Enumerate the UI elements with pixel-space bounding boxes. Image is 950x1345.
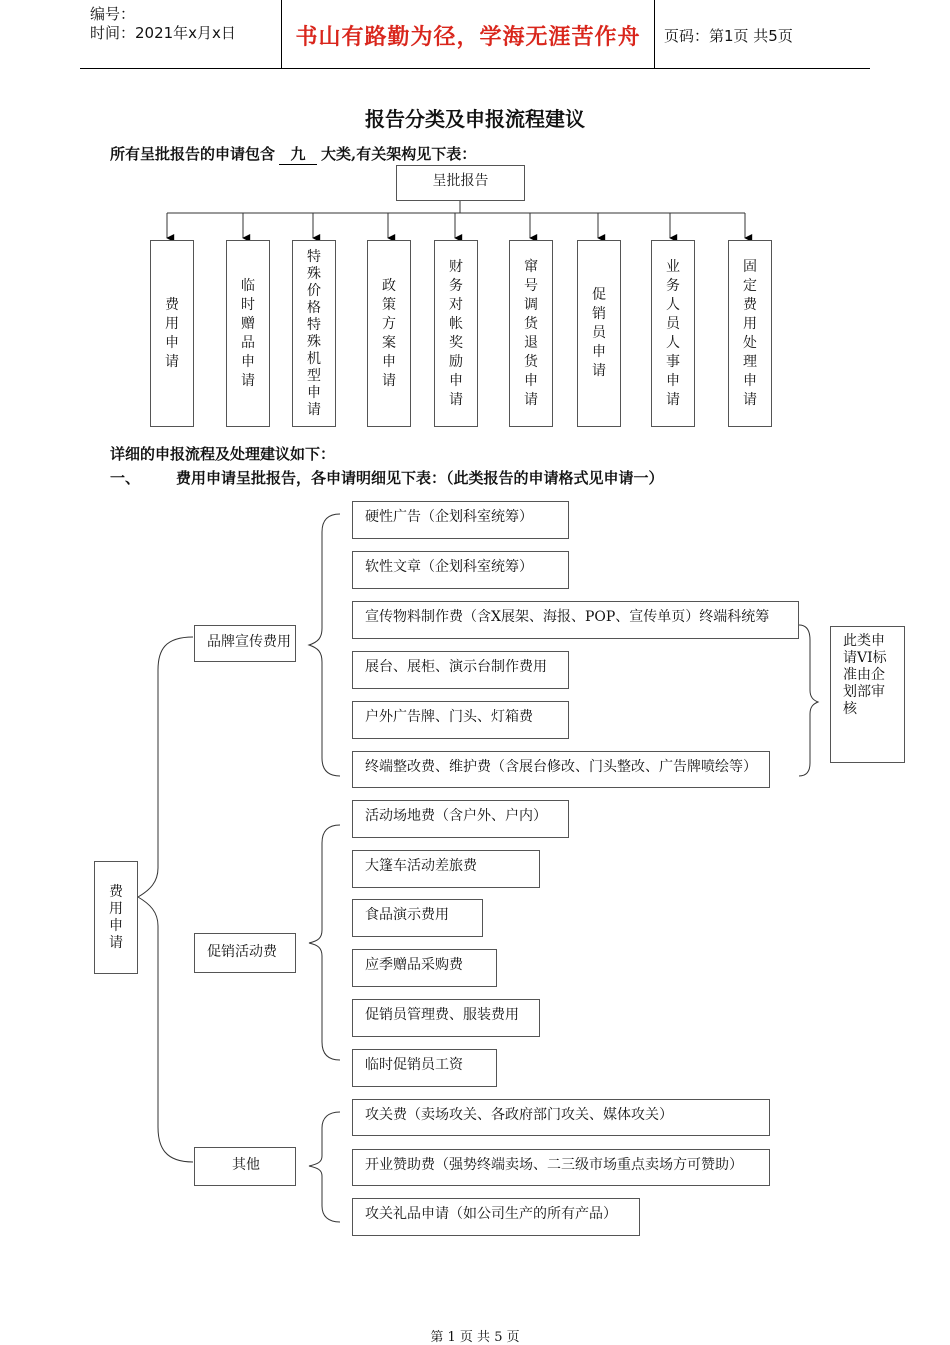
- org-category-5: 财务对帐奖励申请: [434, 240, 478, 427]
- tree-item: 展台、展柜、演示台制作费用: [352, 651, 569, 689]
- tree-group-brand: 品牌宣传费用: [194, 625, 296, 662]
- org-category-4: 政策方案申请: [367, 240, 411, 427]
- org-category-7: 促销员申请: [577, 240, 621, 427]
- vi-review-note: 此类申请VI标准由企划部审核: [830, 626, 905, 763]
- org-root-box: 呈批报告: [396, 165, 525, 201]
- tree-group-other: 其他: [194, 1147, 296, 1186]
- intro-suffix: 大类,有关架构见下表：: [321, 145, 477, 163]
- tree-item: 应季赠品采购费: [352, 949, 497, 987]
- tree-item: 大篷车活动差旅费: [352, 850, 540, 888]
- org-category-8: 业务人员人事申请: [651, 240, 695, 427]
- tree-item: 终端整改费、维护费（含展台修改、门头整改、广告牌喷绘等）: [352, 751, 770, 788]
- org-category-9: 固定费用处理申请: [728, 240, 772, 427]
- org-category-1: 费用申请: [150, 240, 194, 427]
- detail-intro: 详细的申报流程及处理建议如下：: [110, 445, 336, 463]
- tree-item: 攻关费（卖场攻关、各政府部门攻关、媒体攻关）: [352, 1099, 770, 1136]
- org-category-2: 临时赠品申请: [226, 240, 270, 427]
- page-title: 报告分类及申报流程建议: [365, 107, 585, 131]
- tree-item: 软性文章（企划科室统筹）: [352, 551, 569, 589]
- tree-item: 开业赞助费（强势终端卖场、二三级市场重点卖场方可赞助）: [352, 1149, 770, 1186]
- intro-count: 九: [279, 143, 317, 165]
- section1-heading: 费用申请呈批报告，各申请明细见下表：（此类报告的申请格式见申请一）: [176, 469, 664, 487]
- tree-item: 硬性广告（企划科室统筹）: [352, 501, 569, 539]
- tree-item: 临时促销员工资: [352, 1049, 497, 1087]
- tree-item: 户外广告牌、门头、灯箱费: [352, 701, 569, 739]
- tree-item: 促销员管理费、服装费用: [352, 999, 540, 1037]
- org-category-3: 特殊价格特殊机型申请: [292, 240, 336, 427]
- section1-number: 一、: [110, 469, 141, 487]
- tree-item: 食品演示费用: [352, 899, 483, 937]
- intro-prefix: 所有呈批报告的申请包含: [110, 145, 276, 163]
- tree-item: 宣传物料制作费（含X展架、海报、POP、宣传单页）终端科统筹: [352, 601, 799, 639]
- header-page-info: 页码：第1页 共5页: [664, 27, 793, 45]
- page-footer: 第 1 页 共 5 页: [430, 1330, 520, 1345]
- header-number-label: 编号：: [90, 5, 136, 23]
- tree-item: 活动场地费（含户外、户内）: [352, 800, 569, 838]
- org-category-6: 窜号调货退货申请: [509, 240, 553, 427]
- header-motto: 书山有路勤为径，学海无涯苦作舟: [295, 25, 641, 50]
- tree-root-box: 费用申请: [94, 861, 138, 974]
- header-time-label: 时间：2021年x月x日: [90, 24, 236, 42]
- tree-group-promotion: 促销活动费: [194, 933, 296, 973]
- tree-item: 攻关礼品申请（如公司生产的所有产品）: [352, 1198, 640, 1236]
